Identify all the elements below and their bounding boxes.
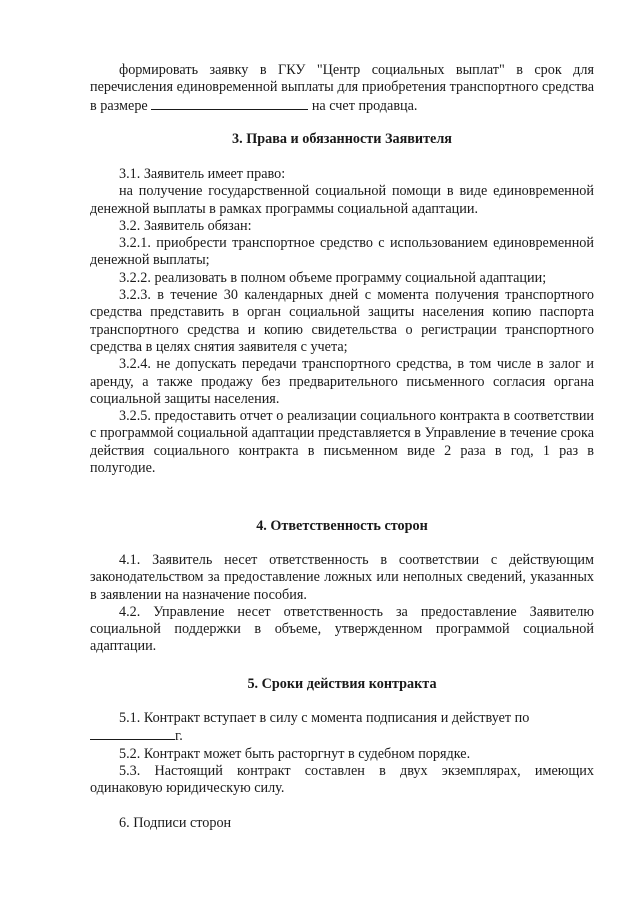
section-6-title: 6. Подписи сторон	[119, 815, 232, 831]
date-blank	[90, 727, 175, 740]
section-3-title: 3. Права и обязанности Заявителя	[232, 131, 452, 147]
paragraph-5-1-date: г.	[90, 727, 594, 745]
paragraph-3-2-5: 3.2.5. предоставить отчет о реализации социального контракта в соответствии с программой социальной адаптации представляется в Управление в течение срока действия социального контракта в письменном виде 2 раза в год, 1 раз в полугодие.	[90, 408, 594, 477]
paragraph-3-2-1: 3.2.1. приобрести транспортное средство с использованием единовременной денежной выплаты;	[90, 235, 594, 269]
paragraph-3-1: 3.1. Заявитель имеет право:	[119, 166, 286, 182]
section-4-body	[90, 552, 594, 656]
paragraph-5-1: 5.1. Контракт вступает в силу с момента подписания и действует по	[119, 710, 530, 726]
paragraph-3-1-text: на получение государственной социальной помощи в виде единовременной денежной выплаты в рамках программы социальной адаптации.	[90, 183, 594, 217]
paragraph-5-3: 5.3. Настоящий контракт составлен в двух экземплярах, имеющих одинаковую юридическую силу.	[90, 762, 594, 797]
paragraph-4-1: 4.1. Заявитель несет ответственность в соответствии с действующим законодательством за предоставление ложных или неполных сведений, указанных в заявлении на назначение пособия.	[90, 552, 594, 603]
section-3-body	[90, 166, 594, 477]
intro-paragraph: формировать заявку в ГКУ "Центр социальных выплат" в срок для перечисления единовременной выплаты для приобретения транспортного средства в размере на счет продавца.	[90, 62, 594, 114]
paragraph-5-2: 5.2. Контракт может быть расторгнут в судебном порядке.	[119, 745, 471, 762]
intro-block	[90, 62, 594, 115]
section-6-body	[90, 815, 594, 832]
paragraph-4-2: 4.2. Управление несет ответственность за предоставление Заявителю социальной поддержки в объеме, утвержденном программой социальной адаптации.	[90, 603, 594, 655]
paragraph-3-2-4: 3.2.4. не допускать передачи транспортного средства, в том числе в залог и аренду, а также продажу без предварительного письменного согласия органа социальной защиты населения.	[90, 356, 594, 407]
amount-blank	[151, 97, 308, 110]
paragraph-3-2-2: 3.2.2. реализовать в полном объеме программу социальной адаптации;	[119, 269, 547, 286]
section-5-body	[90, 710, 594, 797]
section-4-title: 4. Ответственность сторон	[256, 518, 428, 534]
section-5-title: 5. Сроки действия контракта	[247, 676, 437, 692]
paragraph-3-2: 3.2. Заявитель обязан:	[119, 217, 252, 234]
paragraph-3-2-3: 3.2.3. в течение 30 календарных дней с момента получения транспортного средства представить в орган социальной защиты населения копию паспорта транспортного средства и копию свидетельства о регистрации транспортного средства в целях снятия заявителя с учета;	[90, 287, 594, 355]
